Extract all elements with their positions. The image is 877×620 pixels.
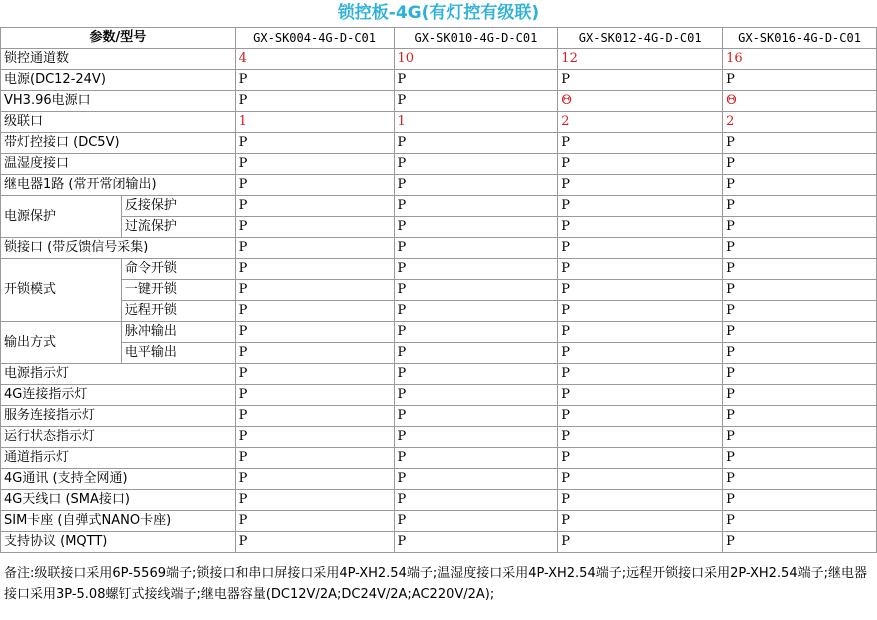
value-cell: P [235, 259, 394, 280]
value-cell: P [558, 385, 723, 406]
row-label: 支持协议 (MQTT) [1, 532, 236, 553]
value-cell: P [235, 301, 394, 322]
value-cell: P [235, 532, 394, 553]
value-cell: P [235, 175, 394, 196]
value-cell: P [723, 175, 877, 196]
table-row [1, 301, 877, 322]
value-cell: P [235, 154, 394, 175]
value-cell: 2 [558, 112, 723, 133]
param-header: 参数/型号 [1, 28, 236, 49]
value-cell: 4 [235, 49, 394, 70]
value-cell: P [723, 301, 877, 322]
value-cell: P [723, 427, 877, 448]
value-cell: P [558, 301, 723, 322]
table-row [1, 133, 877, 154]
spec-table-body [1, 28, 877, 553]
value-cell: P [723, 238, 877, 259]
row-label: 运行状态指示灯 [1, 427, 236, 448]
value-cell: P [235, 217, 394, 238]
table-row [1, 70, 877, 91]
value-cell: P [235, 133, 394, 154]
row-sub-label: 电平输出 [121, 343, 235, 364]
value-cell: P [558, 448, 723, 469]
row-sub-label: 一键开锁 [121, 280, 235, 301]
value-cell: P [723, 364, 877, 385]
value-cell: P [235, 448, 394, 469]
table-row [1, 343, 877, 364]
remarks-note: 备注:级联接口采用6P-5569端子;锁接口和串口屏接口采用4P-XH2.54端子;温湿度接口采用4P-XH2.54端子;远程开锁接口采用2P-XH2.54端子;继电器接口采用3P-5.08螺钉式接线端子;继电器容量(DC12V/2A;DC24V/2A;AC220V/2A); [4, 566, 867, 602]
value-cell: P [394, 511, 558, 532]
value-cell: 2 [723, 112, 877, 133]
value-cell: P [394, 196, 558, 217]
row-label: 服务连接指示灯 [1, 406, 236, 427]
table-row [1, 175, 877, 196]
row-label: 4G连接指示灯 [1, 385, 236, 406]
value-cell: P [723, 133, 877, 154]
table-row [1, 385, 877, 406]
table-row [1, 91, 877, 112]
row-group-label: 电源保护 [1, 196, 122, 238]
table-row [1, 532, 877, 553]
header-row [1, 28, 877, 49]
value-cell: Θ [723, 91, 877, 112]
value-cell: P [558, 175, 723, 196]
value-cell: P [558, 154, 723, 175]
row-label: 继电器1路 (常开常闭输出) [1, 175, 236, 196]
value-cell: P [723, 385, 877, 406]
value-cell: 10 [394, 49, 558, 70]
value-cell: P [558, 490, 723, 511]
table-title: 锁控板-4G(有灯控有级联) [337, 3, 540, 23]
value-cell: P [558, 343, 723, 364]
value-cell: P [723, 511, 877, 532]
value-cell: P [723, 469, 877, 490]
value-cell: P [235, 322, 394, 343]
value-cell: P [558, 406, 723, 427]
value-cell: P [394, 364, 558, 385]
value-cell: P [723, 217, 877, 238]
value-cell: P [723, 322, 877, 343]
value-cell: P [723, 448, 877, 469]
table-row [1, 238, 877, 259]
table-row [1, 259, 877, 280]
value-cell: P [394, 343, 558, 364]
value-cell: P [394, 532, 558, 553]
table-row [1, 49, 877, 70]
value-cell: P [723, 532, 877, 553]
row-label: 通道指示灯 [1, 448, 236, 469]
table-row [1, 322, 877, 343]
table-row [1, 112, 877, 133]
value-cell: P [235, 406, 394, 427]
value-cell: P [558, 196, 723, 217]
table-row [1, 364, 877, 385]
value-cell: P [394, 448, 558, 469]
value-cell: P [558, 238, 723, 259]
value-cell: P [235, 238, 394, 259]
value-cell: P [235, 70, 394, 91]
table-row [1, 154, 877, 175]
row-label: 温湿度接口 [1, 154, 236, 175]
value-cell: P [558, 217, 723, 238]
value-cell: P [723, 280, 877, 301]
table-row [1, 406, 877, 427]
model-header: GX-SK016-4G-D-C01 [723, 28, 877, 49]
value-cell: 12 [558, 49, 723, 70]
row-group-label: 开锁模式 [1, 259, 122, 322]
row-group-label: 输出方式 [1, 322, 122, 364]
value-cell: P [235, 385, 394, 406]
value-cell: P [394, 322, 558, 343]
row-sub-label: 过流保护 [121, 217, 235, 238]
value-cell: P [558, 511, 723, 532]
value-cell: P [235, 343, 394, 364]
value-cell: P [723, 196, 877, 217]
table-row [1, 280, 877, 301]
value-cell: P [723, 490, 877, 511]
model-header: GX-SK010-4G-D-C01 [394, 28, 558, 49]
row-label: VH3.96电源口 [1, 91, 236, 112]
model-header: GX-SK012-4G-D-C01 [558, 28, 723, 49]
value-cell: P [235, 196, 394, 217]
table-row [1, 469, 877, 490]
value-cell: P [235, 427, 394, 448]
table-row [1, 448, 877, 469]
value-cell: P [394, 406, 558, 427]
value-cell: P [394, 133, 558, 154]
value-cell: P [394, 175, 558, 196]
value-cell: P [235, 490, 394, 511]
row-label: 级联口 [1, 112, 236, 133]
row-label: 4G通讯 (支持全网通) [1, 469, 236, 490]
value-cell: P [235, 364, 394, 385]
row-sub-label: 远程开锁 [121, 301, 235, 322]
row-label: 4G天线口 (SMA接口) [1, 490, 236, 511]
row-sub-label: 命令开锁 [121, 259, 235, 280]
table-row [1, 427, 877, 448]
value-cell: P [235, 511, 394, 532]
value-cell: P [558, 469, 723, 490]
value-cell: P [235, 469, 394, 490]
table-row [1, 511, 877, 532]
value-cell: P [723, 259, 877, 280]
value-cell: P [558, 364, 723, 385]
row-label: 锁接口 (带反馈信号采集) [1, 238, 236, 259]
value-cell: P [394, 259, 558, 280]
row-label: 锁控通道数 [1, 49, 236, 70]
row-label: SIM卡座 (自弹式NANO卡座) [1, 511, 236, 532]
value-cell: 1 [394, 112, 558, 133]
value-cell: P [394, 427, 558, 448]
value-cell: P [394, 469, 558, 490]
row-sub-label: 反接保护 [121, 196, 235, 217]
value-cell: P [394, 301, 558, 322]
value-cell: P [558, 259, 723, 280]
value-cell: P [558, 133, 723, 154]
value-cell: P [394, 91, 558, 112]
value-cell: 1 [235, 112, 394, 133]
table-row [1, 217, 877, 238]
value-cell: P [235, 280, 394, 301]
value-cell: P [394, 490, 558, 511]
value-cell: P [394, 385, 558, 406]
value-cell: P [558, 427, 723, 448]
value-cell: P [723, 406, 877, 427]
table-row [1, 490, 877, 511]
row-label: 电源指示灯 [1, 364, 236, 385]
row-sub-label: 脉冲输出 [121, 322, 235, 343]
value-cell: P [558, 70, 723, 91]
value-cell: Θ [558, 91, 723, 112]
value-cell: P [394, 280, 558, 301]
value-cell: P [558, 280, 723, 301]
value-cell: P [235, 91, 394, 112]
value-cell: P [394, 70, 558, 91]
value-cell: P [394, 217, 558, 238]
value-cell: P [394, 154, 558, 175]
value-cell: 16 [723, 49, 877, 70]
spec-table [0, 27, 877, 553]
value-cell: P [723, 70, 877, 91]
value-cell: P [558, 322, 723, 343]
row-label: 电源(DC12-24V) [1, 70, 236, 91]
table-row [1, 196, 877, 217]
value-cell: P [558, 532, 723, 553]
value-cell: P [723, 343, 877, 364]
model-header: GX-SK004-4G-D-C01 [235, 28, 394, 49]
row-label: 带灯控接口 (DC5V) [1, 133, 236, 154]
value-cell: P [723, 154, 877, 175]
value-cell: P [394, 238, 558, 259]
